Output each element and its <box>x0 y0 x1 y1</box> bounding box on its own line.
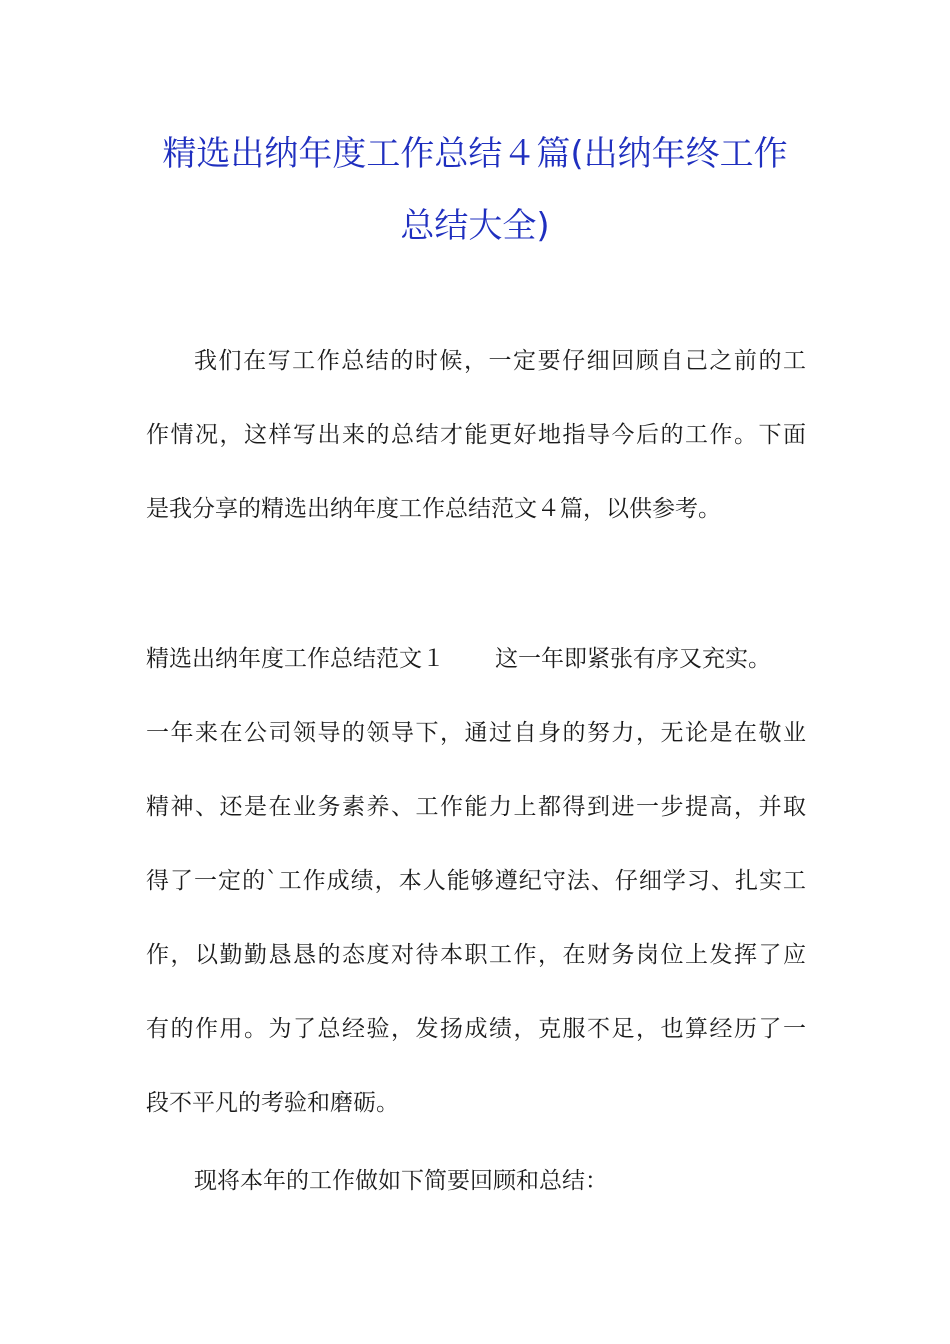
section-1-body-line-1: 一年来在公司领导的领导下，通过自身的努力，无论是在敬业 <box>146 720 806 746</box>
document-title-line-2: 总结大全) <box>400 206 550 246</box>
closing-line: 现将本年的工作做如下简要回顾和总结： <box>194 1168 608 1194</box>
intro-paragraph-line-3: 是我分享的精选出纳年度工作总结范文４篇，以供参考。 <box>146 496 721 522</box>
section-1-body-line-6: 段不平凡的考验和磨砺。 <box>146 1090 399 1116</box>
section-1-first-sentence: 这一年即紧张有序又充实。 <box>495 646 771 672</box>
section-1-body-line-3: 得了一定的`工作成绩，本人能够遵纪守法、仔细学习、扎实工 <box>146 868 806 894</box>
document-title-line-1: 精选出纳年度工作总结４篇(出纳年终工作 <box>162 134 788 174</box>
section-1-first-line <box>146 644 806 674</box>
intro-paragraph-line-1: 我们在写工作总结的时候，一定要仔细回顾自己之前的工 <box>194 348 806 374</box>
section-1-heading: 精选出纳年度工作总结范文１ <box>146 646 445 672</box>
section-1-body-line-2: 精神、还是在业务素养、工作能力上都得到进一步提高，并取 <box>146 794 806 820</box>
intro-paragraph-line-2: 作情况，这样写出来的总结才能更好地指导今后的工作。下面 <box>146 422 806 448</box>
section-1-body-line-5: 有的作用。为了总经验，发扬成绩，克服不足，也算经历了一 <box>146 1016 806 1042</box>
section-1-body-line-4: 作，以勤勤恳恳的态度对待本职工作，在财务岗位上发挥了应 <box>146 942 806 968</box>
